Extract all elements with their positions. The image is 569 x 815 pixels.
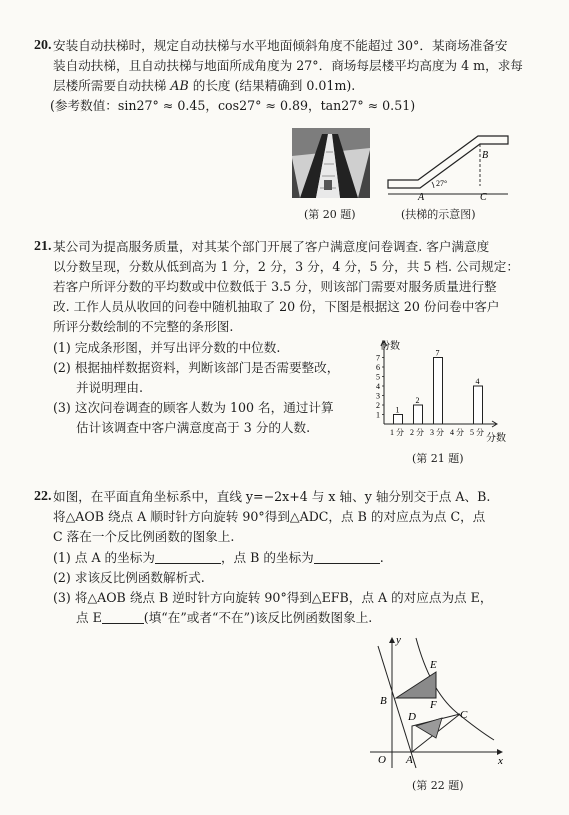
chart-x-axis-label: 分数 (486, 433, 506, 444)
chart-data-label: 1 (395, 405, 400, 415)
point-label-e: E (430, 659, 437, 671)
chart-x-tick-label: 5 分 (470, 428, 484, 437)
q21-text-line-3: 若客户所评分数的平均数或中位数低于 3.5 分，则该部门需要对服务质量进行整 (53, 279, 497, 294)
q22-text-line-1: 如图，在平面直角坐标系中，直线 y=−2x+4 与 x 轴、y 轴分别交于点 A、B. (53, 489, 491, 504)
q20-line3-start: 层楼所需要自动扶梯 (53, 78, 167, 93)
q21-text-line-5: 所评分数绘制的不完整的条形图. (53, 319, 234, 334)
score-bar-chart (362, 338, 522, 446)
q20-reference-values: (参考数值：sin27° ≈ 0.45，cos27° ≈ 0.89，tan27° ≈ 0.51) (50, 98, 416, 113)
q21-sub-2: (2) 根据抽样数据资料，判断该部门是否需要整改， (53, 360, 340, 375)
q21-text-line-1: 某公司为提高服务质量，对其某个部门开展了客户满意度问卷调查. 客户满意度 (53, 239, 490, 254)
chart-y-axis-label: 份数 (380, 341, 400, 352)
point-label-b: B (380, 695, 387, 707)
axis-label-x: x (498, 755, 503, 767)
q21-text-line-4: 改. 工作人员从收回的问卷中随机抽取了 20 份，下图是根据这 20 份问卷中客户 (53, 299, 500, 314)
chart-x-tick-label: 2 分 (410, 428, 424, 437)
question-21-number: 21. (34, 239, 52, 254)
chart-y-tick-label: 1 (376, 410, 380, 420)
point-label-d: D (408, 711, 416, 723)
q22-caption: (第 22 题) (412, 779, 464, 792)
q20-photo-caption: (第 20 题) (304, 208, 356, 221)
coordinate-diagram (360, 632, 510, 772)
q22-part-2: (2) 求该反比例函数解析式. (53, 570, 205, 585)
diagram-angle-label: 27° (436, 179, 448, 188)
q22-part-3: (3) 将△AOB 绕点 B 逆时针方向旋转 90°得到△EFB，点 A 的对应点为点 E， (53, 590, 493, 605)
chart-y-tick-label: 4 (376, 382, 380, 391)
chart-y-tick-label: 3 (376, 391, 380, 401)
question-22-number: 22. (34, 489, 52, 504)
chart-bar (394, 415, 403, 425)
chart-bar (414, 405, 423, 424)
chart-data-label: 7 (435, 348, 440, 358)
diagram-label-a: A (418, 192, 425, 203)
chart-x-tick-label: 4 分 (450, 428, 464, 437)
chart-x-tick-label: 3 分 (430, 428, 444, 437)
question-20-number: 20. (34, 38, 52, 53)
diagram-label-b: B (482, 150, 489, 161)
q21-sub-3-cont: 估计该调查中客户满意度高于 3 分的人数. (76, 420, 311, 435)
q22-text-line-3: C 落在一个反比例函数的图象上. (53, 529, 235, 544)
point-label-c: C (460, 709, 468, 721)
axis-label-y: y (396, 634, 401, 646)
point-label-f: F (430, 699, 437, 711)
q20-text-line-1: 安装自动扶梯时，规定自动扶梯与水平地面倾斜角度不能超过 30°．某商场准备安 (53, 38, 508, 53)
q20-diagram-caption: (扶梯的示意图) (401, 208, 476, 221)
point-label-o: O (378, 754, 386, 766)
chart-data-label: 2 (415, 396, 420, 405)
q21-text-line-2: 以分数呈现，分数从低到高为 1 分，2 分，3 分，4 分，5 分，共 5 档. 公司规定： (53, 259, 519, 274)
q21-sub-1: (1) 完成条形图，并写出评分数的中位数. (53, 340, 281, 355)
diagram-label-c: C (480, 192, 487, 203)
point-label-a: A (406, 754, 413, 766)
q22-part-1: (1) 点 A 的坐标为 ，点 B 的坐标为 . (53, 550, 384, 565)
q20-text-line-2: 装自动扶梯，且自动扶梯与地面所成角度为 27°．商场每层楼平均高度为 4 m，求每 (53, 58, 523, 73)
chart-bar (434, 358, 443, 425)
q20-segment-ab: AB (170, 78, 189, 93)
escalator-photo (292, 128, 370, 198)
q22-part-3-cont: 点 E (填“在”或者“不在”)该反比例函数图象上. (76, 610, 373, 625)
answer-blank-b[interactable] (314, 551, 380, 564)
q22-text-line-2: 将△AOB 绕点 A 顺时针方向旋转 90°得到△ADC，点 B 的对应点为点 C，点 (53, 509, 486, 524)
q20-text-line-3 (53, 77, 355, 95)
chart-y-tick-label: 2 (376, 401, 380, 410)
escalator-diagram (384, 128, 514, 204)
chart-y-tick-label: 6 (376, 363, 380, 372)
q21-caption: (第 21 题) (412, 452, 464, 465)
chart-x-tick-label: 1 分 (390, 428, 404, 437)
chart-y-tick-label: 7 (376, 353, 380, 363)
chart-y-tick-label: 5 (376, 372, 380, 382)
answer-blank-a[interactable] (155, 551, 221, 564)
q20-line3-end: 的长度 (结果精确到 0.01m). (192, 78, 356, 93)
chart-data-label: 4 (475, 377, 480, 386)
q21-sub-3: (3) 这次问卷调查的顾客人数为 100 名，通过计算 (53, 400, 334, 415)
answer-blank-e[interactable] (102, 611, 144, 624)
chart-bar (474, 386, 483, 424)
q21-sub-2-cont: 并说明理由. (76, 380, 143, 395)
